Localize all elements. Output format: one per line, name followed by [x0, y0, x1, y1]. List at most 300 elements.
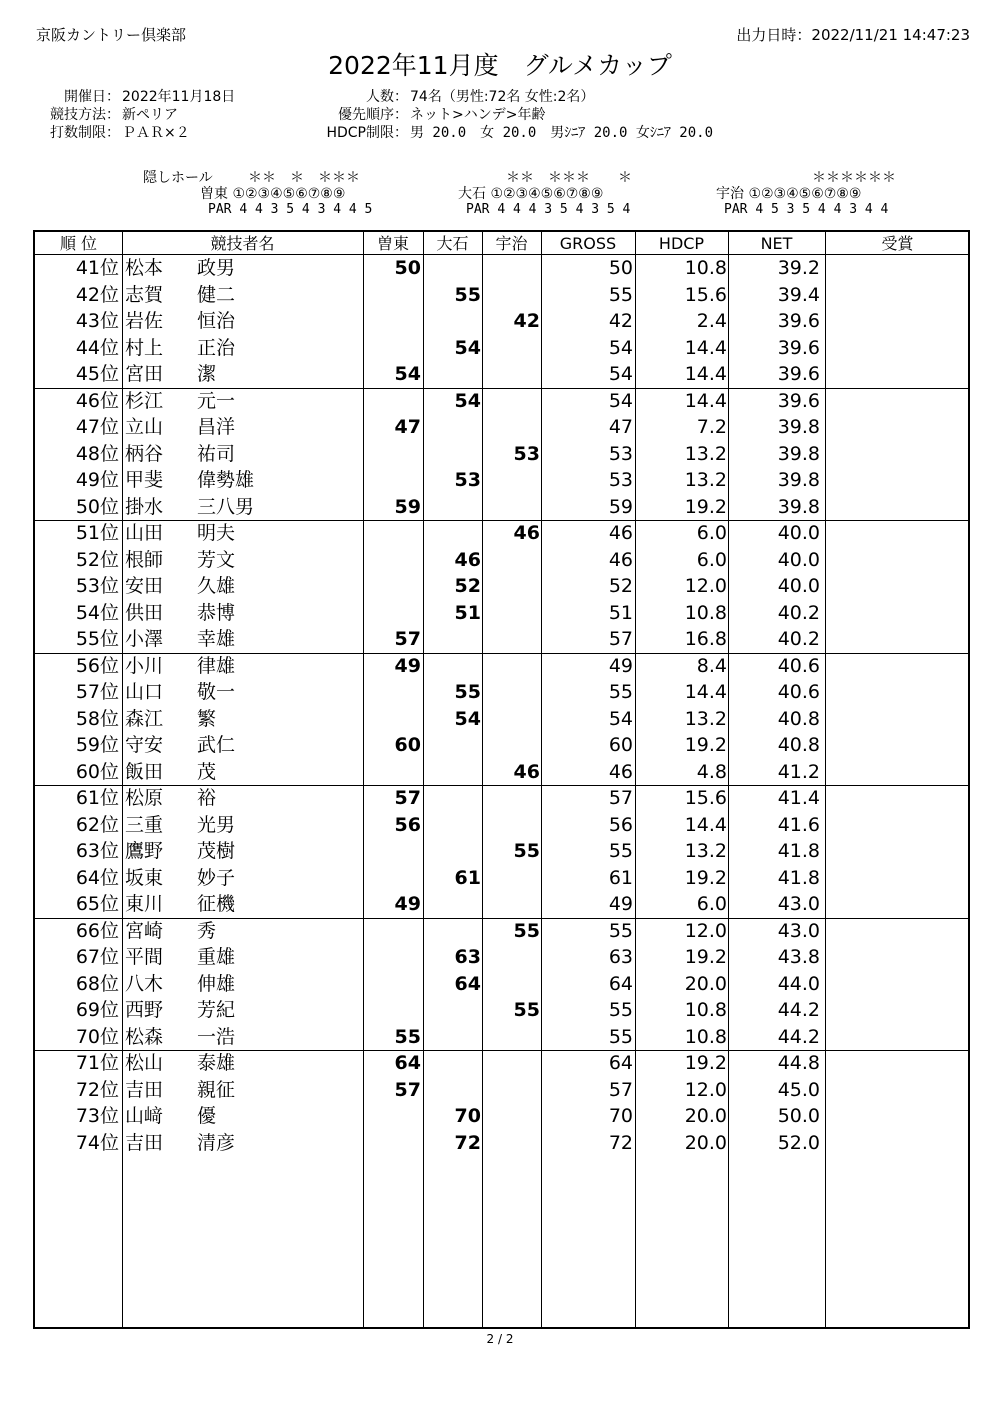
- table-row: [35, 944, 968, 971]
- score-uji: [485, 573, 540, 600]
- net-cell: 39.8: [777, 469, 820, 491]
- par-values: 4 5 3 5 4 4 3 4 4: [755, 202, 889, 217]
- net-cell: 41.8: [777, 866, 820, 889]
- rank-cell: 66位: [75, 919, 119, 942]
- net-cell: 40.6: [777, 681, 820, 703]
- hdcp-cell: 20.0: [684, 972, 727, 995]
- hdcp-cell: 13.2: [684, 707, 727, 730]
- table-row: [35, 1024, 968, 1051]
- score-oishi: 55: [454, 283, 481, 306]
- score-uji: [485, 361, 540, 388]
- score-sodo: 55: [394, 1025, 421, 1048]
- info-limit: [0, 122, 190, 142]
- player-surname: 志賀: [125, 283, 164, 306]
- rank-cell: 47位: [75, 416, 119, 438]
- gross-cell: 61: [608, 866, 633, 889]
- col-rank-header: 順 位: [59, 234, 98, 253]
- score-sodo: [365, 282, 421, 309]
- table-row: [35, 653, 968, 680]
- gross-cell: 51: [608, 601, 633, 624]
- score-oishi: 63: [454, 946, 481, 968]
- gross-cell: 64: [608, 1052, 633, 1074]
- col-uji-header: 宇治: [495, 234, 528, 253]
- score-oishi: 54: [454, 707, 481, 730]
- player-given-name: 征機: [197, 893, 236, 915]
- score-sodo: [365, 308, 421, 335]
- score-sodo: [365, 1130, 421, 1157]
- player-given-name: 優: [197, 1105, 217, 1127]
- table-row: [35, 812, 968, 839]
- info-method-label: 競技方法：: [50, 107, 120, 123]
- net-cell: 40.0: [777, 522, 820, 544]
- score-uji: [485, 1050, 540, 1077]
- course-name: 大石: [458, 186, 486, 202]
- score-uji: [485, 971, 540, 998]
- table-row: [35, 1103, 968, 1130]
- rank-cell: 53位: [75, 575, 119, 597]
- player-given-name: 政男: [197, 257, 236, 279]
- gross-cell: 46: [608, 760, 633, 783]
- score-sodo: 50: [394, 257, 421, 279]
- score-uji: [485, 944, 540, 971]
- player-given-name: 正治: [197, 336, 236, 359]
- rank-cell: 60位: [75, 760, 119, 783]
- gross-cell: 57: [608, 628, 633, 650]
- table-row: [35, 732, 968, 759]
- score-sodo: [365, 573, 421, 600]
- score-oishi: 51: [454, 601, 481, 624]
- net-cell: 39.4: [777, 283, 820, 306]
- hdcp-cell: 19.2: [684, 734, 727, 756]
- player-surname: 村上: [125, 336, 164, 359]
- table-row: [35, 255, 968, 282]
- info-priority: [300, 104, 545, 124]
- net-cell: 40.8: [777, 734, 820, 756]
- net-cell: 40.0: [777, 548, 820, 571]
- hdcp-cell: 10.8: [684, 999, 727, 1021]
- hdcp-cell: 19.2: [684, 1052, 727, 1074]
- gross-cell: 72: [608, 1131, 633, 1154]
- player-given-name: 光男: [197, 813, 236, 836]
- player-given-name: 潔: [197, 363, 217, 385]
- score-oishi: [425, 494, 481, 521]
- score-uji: [485, 785, 540, 812]
- score-oishi: 46: [454, 548, 481, 571]
- score-oishi: [425, 732, 481, 759]
- net-cell: 41.2: [777, 760, 820, 783]
- score-uji: 46: [513, 522, 540, 544]
- net-cell: 41.8: [777, 840, 820, 862]
- table-row: [35, 1050, 968, 1077]
- table-row: [35, 441, 968, 468]
- hdcp-cell: 8.4: [696, 654, 727, 677]
- table-row: [35, 308, 968, 335]
- player-given-name: 伸雄: [197, 972, 236, 995]
- score-sodo: 64: [394, 1052, 421, 1074]
- course-par: [716, 202, 896, 218]
- gross-cell: 55: [608, 919, 633, 942]
- rank-cell: 41位: [75, 257, 119, 279]
- col-award-header: 受賞: [881, 234, 914, 253]
- par-label: PAR: [466, 202, 490, 217]
- hdcp-cell: 7.2: [696, 416, 727, 438]
- player-given-name: 敬一: [197, 681, 236, 703]
- rank-cell: 67位: [75, 946, 119, 968]
- rank-cell: 61位: [75, 787, 119, 809]
- table-row: [35, 997, 968, 1024]
- score-uji: [485, 812, 540, 839]
- score-oishi: [425, 414, 481, 441]
- score-uji: [485, 706, 540, 733]
- net-cell: 41.6: [777, 813, 820, 836]
- hdcp-cell: 13.2: [684, 442, 727, 465]
- score-sodo: 49: [394, 654, 421, 677]
- gross-cell: 64: [608, 972, 633, 995]
- hole-numbers: ①②③④⑤⑥⑦⑧⑨: [232, 186, 346, 202]
- player-given-name: 武仁: [197, 734, 236, 756]
- player-given-name: 秀: [197, 919, 217, 942]
- hdcp-cell: 20.0: [684, 1131, 727, 1154]
- score-oishi: [425, 626, 481, 653]
- hdcp-cell: 10.8: [684, 1025, 727, 1048]
- hdcp-cell: 10.8: [684, 601, 727, 624]
- rank-cell: 58位: [75, 707, 119, 730]
- info-hdcp-limit: [300, 122, 713, 142]
- info-method-value: 新ペリア: [122, 107, 178, 123]
- score-oishi: [425, 653, 481, 680]
- player-surname: 小川: [125, 654, 164, 677]
- player-given-name: 妙子: [197, 866, 236, 889]
- score-sodo: [365, 997, 421, 1024]
- player-given-name: 恭博: [197, 601, 236, 624]
- net-cell: 40.6: [777, 654, 820, 677]
- player-surname: 宮田: [125, 363, 164, 385]
- player-surname: 西野: [125, 999, 164, 1021]
- net-cell: 52.0: [777, 1131, 820, 1154]
- player-given-name: 偉勢雄: [197, 469, 255, 491]
- score-uji: [485, 547, 540, 574]
- score-uji: 55: [513, 919, 540, 942]
- rank-cell: 73位: [75, 1105, 119, 1127]
- rank-cell: 54位: [75, 601, 119, 624]
- hdcp-cell: 15.6: [684, 283, 727, 306]
- rank-cell: 69位: [75, 999, 119, 1021]
- score-oishi: [425, 308, 481, 335]
- hdcp-cell: 16.8: [684, 628, 727, 650]
- player-surname: 杉江: [125, 389, 164, 412]
- table-row: [35, 679, 968, 706]
- info-limit-value: ＰＡＲ×２: [122, 125, 190, 141]
- hdcp-cell: 6.0: [696, 548, 727, 571]
- score-oishi: [425, 997, 481, 1024]
- gross-cell: 47: [608, 416, 633, 438]
- rank-cell: 46位: [75, 389, 119, 412]
- gross-cell: 49: [608, 893, 633, 915]
- table-row: [35, 626, 968, 653]
- player-surname: 掛水: [125, 495, 164, 518]
- score-oishi: [425, 759, 481, 786]
- score-sodo: [365, 865, 421, 892]
- player-surname: 甲斐: [125, 469, 164, 491]
- net-cell: 39.8: [777, 416, 820, 438]
- course-par: [458, 202, 632, 218]
- score-sodo: [365, 706, 421, 733]
- net-cell: 50.0: [777, 1105, 820, 1127]
- rank-cell: 55位: [75, 628, 119, 650]
- gross-cell: 52: [608, 575, 633, 597]
- score-uji: [485, 1103, 540, 1130]
- col-gross-header: GROSS: [559, 234, 617, 253]
- player-surname: 松森: [125, 1025, 164, 1048]
- net-cell: 39.6: [777, 389, 820, 412]
- hdcp-cell: 19.2: [684, 495, 727, 518]
- course-holes: [458, 186, 632, 202]
- score-uji: 53: [513, 442, 540, 465]
- par-label: PAR: [724, 202, 748, 217]
- col-net-header: NET: [760, 234, 793, 253]
- score-uji: [485, 653, 540, 680]
- player-surname: 根師: [125, 548, 164, 571]
- player-given-name: 明夫: [197, 522, 236, 544]
- gross-cell: 54: [608, 707, 633, 730]
- player-surname: 宮崎: [125, 919, 164, 942]
- gross-cell: 59: [608, 495, 633, 518]
- info-date-label: 開催日：: [64, 89, 120, 105]
- player-given-name: 一浩: [197, 1025, 236, 1048]
- score-oishi: 64: [454, 972, 481, 995]
- score-uji: 55: [513, 999, 540, 1021]
- score-uji: [485, 255, 540, 282]
- course-name: 曽東: [200, 186, 228, 202]
- player-given-name: 親征: [197, 1078, 236, 1101]
- player-given-name: 繁: [197, 707, 217, 730]
- score-sodo: 57: [394, 628, 421, 650]
- table-row: [35, 494, 968, 521]
- table-row: [35, 759, 968, 786]
- score-oishi: [425, 838, 481, 865]
- table-row: [35, 706, 968, 733]
- info-hdcp-value: 男 20.0 女 20.0 男ｼﾆｱ 20.0 女ｼﾆｱ 20.0: [410, 125, 714, 141]
- player-surname: 八木: [125, 972, 164, 995]
- player-surname: 山﨑: [125, 1105, 164, 1127]
- player-surname: 小澤: [125, 628, 164, 650]
- player-surname: 岩佐: [125, 310, 164, 332]
- player-surname: 立山: [125, 416, 164, 438]
- rank-cell: 49位: [75, 469, 119, 491]
- course-block-sodo: [200, 170, 372, 218]
- score-oishi: 54: [454, 389, 481, 412]
- hdcp-cell: 10.8: [684, 257, 727, 279]
- score-uji: [485, 1130, 540, 1157]
- score-uji: [485, 388, 540, 415]
- gross-cell: 63: [608, 946, 633, 968]
- rank-cell: 51位: [75, 522, 119, 544]
- hdcp-cell: 2.4: [696, 310, 727, 332]
- player-given-name: 律雄: [197, 654, 236, 677]
- score-oishi: [425, 891, 481, 918]
- player-surname: 山田: [125, 522, 164, 544]
- net-cell: 39.8: [777, 442, 820, 465]
- club-name: 京阪カントリー倶楽部: [36, 26, 187, 44]
- page-title: 2022年11月度 グルメカップ: [328, 51, 672, 80]
- hdcp-cell: 14.4: [684, 389, 727, 412]
- player-surname: 吉田: [125, 1131, 164, 1154]
- player-surname: 松山: [125, 1052, 164, 1074]
- player-surname: 鷹野: [125, 840, 164, 862]
- table-row: [35, 600, 968, 627]
- player-given-name: 元一: [197, 389, 236, 412]
- score-sodo: [365, 547, 421, 574]
- hdcp-cell: 12.0: [684, 575, 727, 597]
- score-uji: [485, 865, 540, 892]
- player-given-name: 茂樹: [197, 840, 236, 862]
- info-priority-label: 優先順序：: [338, 107, 408, 123]
- gross-cell: 54: [608, 336, 633, 359]
- score-oishi: 52: [454, 575, 481, 597]
- net-cell: 39.6: [777, 310, 820, 332]
- rank-cell: 42位: [75, 283, 119, 306]
- course-block-uji: [716, 170, 896, 218]
- info-priority-value: ネット>ハンデ>年齢: [410, 107, 546, 123]
- player-surname: 守安: [125, 734, 164, 756]
- hdcp-cell: 19.2: [684, 866, 727, 889]
- score-uji: 46: [513, 760, 540, 783]
- score-sodo: [365, 838, 421, 865]
- net-cell: 43.8: [777, 946, 820, 968]
- info-date: [0, 86, 235, 106]
- score-oishi: [425, 255, 481, 282]
- net-cell: 40.2: [777, 628, 820, 650]
- player-given-name: 久雄: [197, 575, 236, 597]
- hdcp-cell: 12.0: [684, 919, 727, 942]
- info-count-value: 74名（男性:72名 女性:2名）: [410, 89, 595, 105]
- rank-cell: 70位: [75, 1025, 119, 1048]
- player-surname: 坂東: [125, 866, 164, 889]
- gross-cell: 53: [608, 442, 633, 465]
- gross-cell: 55: [608, 1025, 633, 1048]
- net-cell: 44.0: [777, 972, 820, 995]
- score-sodo: [365, 1103, 421, 1130]
- table-row: [35, 1130, 968, 1157]
- score-sodo: 49: [394, 893, 421, 915]
- gross-cell: 56: [608, 813, 633, 836]
- score-sodo: 57: [394, 1078, 421, 1101]
- rank-cell: 56位: [75, 654, 119, 677]
- net-cell: 45.0: [777, 1078, 820, 1101]
- rank-cell: 57位: [75, 681, 119, 703]
- table-row: [35, 547, 968, 574]
- course-name: 宇治: [716, 186, 744, 202]
- gross-cell: 54: [608, 389, 633, 412]
- info-date-value: 2022年11月18日: [122, 89, 236, 105]
- score-oishi: [425, 1077, 481, 1104]
- score-sodo: 56: [394, 813, 421, 836]
- score-oishi: [425, 918, 481, 945]
- par-values: 4 4 4 3 5 4 3 5 4: [497, 202, 631, 217]
- score-sodo: [365, 335, 421, 362]
- score-uji: 55: [513, 840, 540, 862]
- net-cell: 39.6: [777, 363, 820, 385]
- score-uji: [485, 414, 540, 441]
- player-given-name: 茂: [197, 760, 217, 783]
- gross-cell: 54: [608, 363, 633, 385]
- hdcp-cell: 6.0: [696, 522, 727, 544]
- rank-cell: 59位: [75, 734, 119, 756]
- gross-cell: 70: [608, 1105, 633, 1127]
- par-label: PAR: [208, 202, 232, 217]
- rank-cell: 62位: [75, 813, 119, 836]
- hdcp-cell: 13.2: [684, 469, 727, 491]
- player-given-name: 三八男: [197, 495, 255, 518]
- net-cell: 41.4: [777, 787, 820, 809]
- score-uji: [485, 282, 540, 309]
- table-row: [35, 282, 968, 309]
- gross-cell: 60: [608, 734, 633, 756]
- hdcp-cell: 4.8: [696, 760, 727, 783]
- net-cell: 44.2: [777, 1025, 820, 1048]
- score-oishi: [425, 441, 481, 468]
- player-given-name: 重雄: [197, 946, 236, 968]
- net-cell: 40.0: [777, 575, 820, 597]
- player-given-name: 芳文: [197, 548, 236, 571]
- hdcp-cell: 13.2: [684, 840, 727, 862]
- score-oishi: 53: [454, 469, 481, 491]
- table-row: [35, 467, 968, 494]
- score-sodo: [365, 679, 421, 706]
- table-row: [35, 891, 968, 918]
- score-oishi: 55: [454, 681, 481, 703]
- net-cell: 39.6: [777, 336, 820, 359]
- score-oishi: [425, 520, 481, 547]
- score-oishi: [425, 361, 481, 388]
- net-cell: 39.8: [777, 495, 820, 518]
- player-surname: 供田: [125, 601, 164, 624]
- gross-cell: 55: [608, 999, 633, 1021]
- score-sodo: 59: [394, 495, 421, 518]
- score-oishi: [425, 785, 481, 812]
- col-sodo-header: 曽東: [376, 234, 409, 253]
- gross-cell: 57: [608, 787, 633, 809]
- table-row: [35, 388, 968, 415]
- score-sodo: [365, 918, 421, 945]
- course-holes: [200, 186, 372, 202]
- player-given-name: 芳紀: [197, 999, 236, 1021]
- player-given-name: 祐司: [197, 442, 236, 465]
- player-given-name: 裕: [197, 787, 217, 809]
- score-uji: [485, 467, 540, 494]
- player-given-name: 健二: [197, 283, 236, 306]
- score-uji: [485, 732, 540, 759]
- hdcp-cell: 14.4: [684, 363, 727, 385]
- player-given-name: 清彦: [197, 1131, 236, 1154]
- score-oishi: [425, 1024, 481, 1051]
- score-sodo: 54: [394, 363, 421, 385]
- printed-timestamp: 出力日時：2022/11/21 14:47:23: [736, 26, 970, 44]
- table-row: [35, 918, 968, 945]
- rank-cell: 64位: [75, 866, 119, 889]
- gross-cell: 46: [608, 522, 633, 544]
- rank-cell: 71位: [75, 1052, 119, 1074]
- score-uji: [485, 1024, 540, 1051]
- gross-cell: 49: [608, 654, 633, 677]
- score-uji: [485, 494, 540, 521]
- info-limit-label: 打数制限：: [50, 125, 120, 141]
- score-sodo: [365, 441, 421, 468]
- hdcp-cell: 20.0: [684, 1105, 727, 1127]
- player-given-name: 泰雄: [197, 1052, 236, 1074]
- hdcp-cell: 12.0: [684, 1078, 727, 1101]
- net-cell: 40.2: [777, 601, 820, 624]
